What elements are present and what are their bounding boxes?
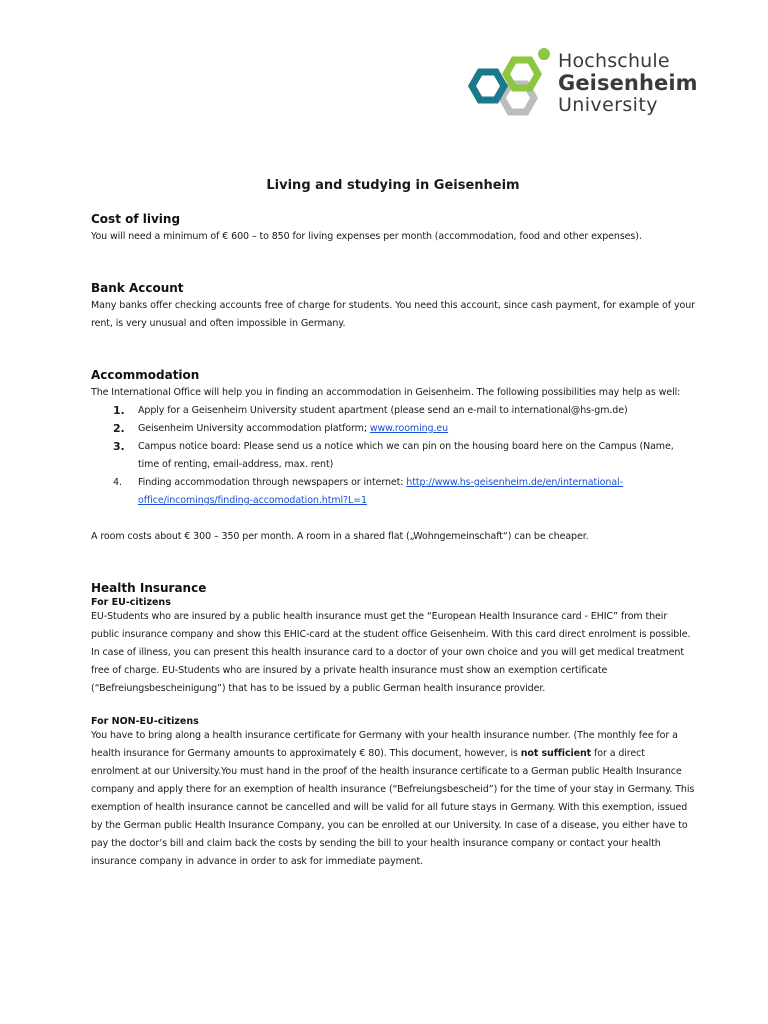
list-item — [91, 420, 695, 438]
health-heading: Health Insurance — [91, 581, 207, 595]
list-number: 3. — [113, 440, 125, 453]
list-item — [91, 474, 695, 510]
non-eu-text-part-1: You have to bring along a health insurance certificate for Germany with your health insurance number. (The monthly fee for a health insurance for Germany amounts to approximately € 80). This document, however, is — [91, 730, 678, 759]
room-cost-text: A room costs about € 300 – 350 per month. A room in a shared flat („Wohngemeinschaft“) can be cheaper. — [91, 531, 589, 542]
document-body — [91, 178, 695, 871]
list-number: 1. — [113, 404, 125, 417]
hexagon-logo-icon — [466, 46, 558, 126]
non-eu-text-part-2: for a direct enrolment at our University.You must hand in the proof of the health insurance certificate to a German public Health Insurance company and apply there for an exemption of health insurance (“Befreiungsbescheid”) for the time of your stay in Germany. This exemption of health insurance cannot be cancelled and will be valid for all future stays in Germany. With this exemption, issued by the German public Health Insurance Company, you can be enrolled at our University. In case of a disease, you either have to pay the doctor’s bill and claim back the costs by sending the bill to your health insurance company or contact your health insurance company in advance in order to ask for immediate payment. — [91, 748, 695, 867]
accommodation-heading: Accommodation — [91, 368, 200, 382]
list-item-text: Finding accommodation through newspapers or internet: — [138, 477, 407, 488]
list-number: 2. — [113, 422, 125, 435]
list-item-text: Campus notice board: Please send us a notice which we can pin on the housing board here on the Campus (Name, time of renting, email-address, max. rent) — [138, 441, 674, 470]
section-accommodation — [91, 368, 695, 546]
cost-text: You will need a minimum of € 600 – to 850 for living expenses per month (accommodation, food and other expenses). — [91, 231, 642, 242]
list-item-text: Geisenheim University accommodation platform; — [138, 423, 370, 434]
list-number: 4. — [113, 477, 122, 488]
section-bank-account — [91, 281, 695, 333]
document-title: Living and studying in Geisenheim — [266, 178, 520, 193]
accommodation-list — [91, 402, 695, 510]
list-item — [91, 402, 695, 420]
list-item-text: Apply for a Geisenheim University student apartment (please send an e-mail to international@hs-gm.de) — [138, 405, 628, 416]
list-item — [91, 438, 695, 474]
university-logo — [466, 46, 726, 126]
logo-line-3: University — [558, 94, 658, 116]
eu-citizens-heading: For EU-citizens — [91, 597, 171, 608]
bank-text: Many banks offer checking accounts free of charge for students. You need this account, since cash payment, for example of your rent, is very unusual and often impossible in Germany. — [91, 300, 695, 329]
logo-line-2: Geisenheim — [558, 71, 698, 95]
logo-line-1: Hochschule — [558, 50, 670, 72]
accommodation-url-link[interactable]: http://www.hs-geisenheim.de/en/international-office/incomings/finding-accomodation.html?L=1 — [138, 477, 623, 506]
accommodation-intro: The International Office will help you in finding an accommodation in Geisenheim. The following possibilities may help as well: — [91, 387, 681, 398]
cost-heading: Cost of living — [91, 212, 181, 226]
bank-heading: Bank Account — [91, 281, 184, 295]
section-cost-of-living — [91, 212, 695, 246]
non-eu-citizens-heading: For NON-EU-citizens — [91, 716, 199, 727]
non-eu-citizens-text — [91, 727, 695, 871]
section-health-insurance — [91, 581, 695, 871]
eu-citizens-text: EU-Students who are insured by a public health insurance must get the “European Health Insurance card - EHIC” from their public insurance company and show this EHIC-card at the student office Geisenheim. With this card direct enrolment is possible. In case of illness, you can present this health insurance card to a doctor of your own choice and you will get medical treatment free of charge. EU-Students who are insured by a private health insurance must show an exemption certificate (“Befreiungsbescheinigung”) that has to be issued by a public German health insurance provider. — [91, 611, 691, 694]
rooming-link[interactable]: www.rooming.eu — [369, 423, 449, 434]
not-sufficient-emphasis: not sufficient — [520, 748, 592, 759]
